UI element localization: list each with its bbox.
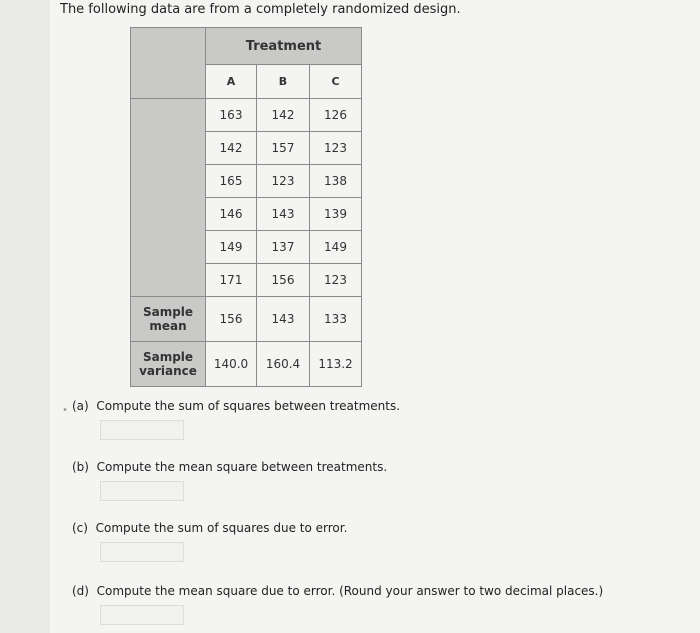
table-cell: 138 xyxy=(310,165,362,198)
question-label: (a) xyxy=(72,399,89,413)
table-cell: 171 xyxy=(206,264,257,297)
table-cell: 149 xyxy=(206,231,257,264)
question-a xyxy=(72,399,400,413)
answer-input-a[interactable] xyxy=(100,420,184,440)
question-label: (c) xyxy=(72,521,88,535)
table-cell: 133 xyxy=(310,297,362,342)
question-b xyxy=(72,460,387,474)
answer-input-d[interactable] xyxy=(100,605,184,625)
data-table xyxy=(130,27,362,387)
problem-intro: The following data are from a completely randomized design. xyxy=(60,2,461,17)
answer-input-b[interactable] xyxy=(100,481,184,501)
label-line: variance xyxy=(139,364,197,378)
table-cell: 123 xyxy=(310,132,362,165)
question-text: Compute the sum of squares between treatments. xyxy=(96,399,401,413)
question-c xyxy=(72,521,347,535)
table-cell: 149 xyxy=(310,231,362,264)
table-cell: 146 xyxy=(206,198,257,231)
treatment-header: Treatment xyxy=(206,28,362,65)
question-text: Compute the sum of squares due to error. xyxy=(95,521,348,535)
table-cell: 160.4 xyxy=(257,342,310,387)
question-d xyxy=(72,584,603,598)
table-cell: 163 xyxy=(206,99,257,132)
question-text: Compute the mean square due to error. (Round your answer to two decimal places.) xyxy=(96,584,604,598)
table-cell: 142 xyxy=(206,132,257,165)
question-label: (d) xyxy=(72,584,89,598)
label-line: mean xyxy=(149,319,187,333)
label-line: Sample xyxy=(142,305,194,319)
sample-variance-label xyxy=(131,342,206,387)
table-cell: 139 xyxy=(310,198,362,231)
table-cell: 156 xyxy=(206,297,257,342)
table-cell: 165 xyxy=(206,165,257,198)
sample-variance-row xyxy=(131,342,362,387)
sample-mean-label xyxy=(131,297,206,342)
table-cell: 113.2 xyxy=(310,342,362,387)
table-cell: 137 xyxy=(257,231,310,264)
table-cell: 156 xyxy=(257,264,310,297)
table-corner-cell xyxy=(131,28,206,99)
answer-input-c[interactable] xyxy=(100,542,184,562)
sample-mean-row xyxy=(131,297,362,342)
table-cell: 123 xyxy=(310,264,362,297)
column-header-a: A xyxy=(206,65,257,99)
column-header-b: B xyxy=(257,65,310,99)
table-cell: 142 xyxy=(257,99,310,132)
question-label: (b) xyxy=(72,460,89,474)
bullet-dot-icon: • xyxy=(62,405,68,416)
question-text: Compute the mean square between treatments. xyxy=(96,460,388,474)
table-cell: 140.0 xyxy=(206,342,257,387)
table-cell: 123 xyxy=(257,165,310,198)
table-cell: 157 xyxy=(257,132,310,165)
table-cell: 126 xyxy=(310,99,362,132)
table-cell: 143 xyxy=(257,198,310,231)
observation-label-cell xyxy=(131,99,206,297)
column-header-c: C xyxy=(310,65,362,99)
table-row xyxy=(131,99,362,132)
label-line: Sample xyxy=(142,350,194,364)
table-cell: 143 xyxy=(257,297,310,342)
